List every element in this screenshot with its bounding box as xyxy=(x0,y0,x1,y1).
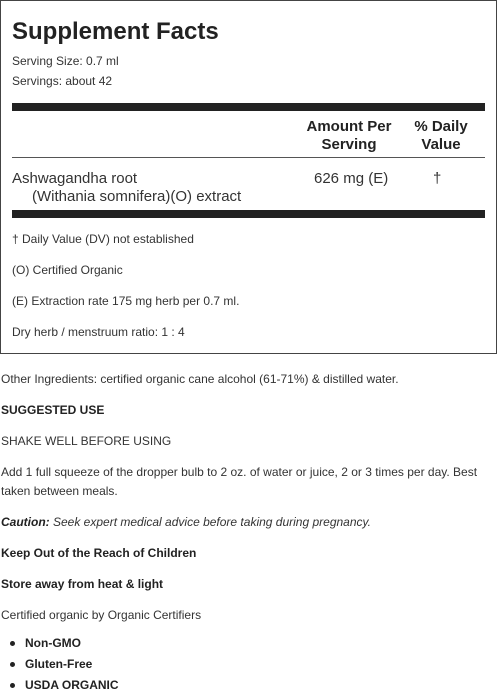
badge-label: USDA ORGANIC xyxy=(25,678,119,692)
footnote: † Daily Value (DV) not established xyxy=(12,232,194,246)
thin-divider xyxy=(12,157,485,158)
servings-per-container: Servings: about 42 xyxy=(12,74,113,88)
facts-title: Supplement Facts xyxy=(12,18,219,45)
footnote: (O) Certified Organic xyxy=(12,263,123,277)
directions: Add 1 full squeeze of the dropper bulb to 2 oz. of water or juice, 2 or 3 times per day. Best taken between meals. xyxy=(1,465,478,498)
ingredient-amount: 626 mg (E) xyxy=(314,170,389,187)
ingredient-daily-value: † xyxy=(433,170,442,187)
shake-well-notice: SHAKE WELL BEFORE USING xyxy=(1,434,172,448)
badge-list xyxy=(10,633,119,696)
footnote: (E) Extraction rate 175 mg herb per 0.7 ml. xyxy=(12,294,240,308)
list-item xyxy=(10,633,119,654)
bullet-icon xyxy=(10,641,15,646)
list-item xyxy=(10,675,119,696)
serving-size: Serving Size: 0.7 ml xyxy=(12,54,119,68)
ingredient-name: Ashwagandha root xyxy=(12,170,138,187)
keep-out-warning: Keep Out of the Reach of Children xyxy=(1,546,197,560)
caution-text: Seek expert medical advice before taking during pregnancy. xyxy=(53,515,371,529)
footnote: Dry herb / menstruum ratio: 1 : 4 xyxy=(12,325,185,339)
thick-divider xyxy=(12,210,485,218)
suggested-use-heading: SUGGESTED USE xyxy=(1,403,105,417)
storage-instructions: Store away from heat & light xyxy=(1,577,164,591)
caution-label: Caution: xyxy=(1,515,50,529)
caution-line xyxy=(1,513,491,532)
thick-divider xyxy=(12,103,485,111)
badge-label: Gluten-Free xyxy=(25,657,93,671)
list-item xyxy=(10,654,119,675)
amount-per-serving-header: Amount Per Serving xyxy=(306,118,392,153)
other-ingredients: Other Ingredients: certified organic cane alcohol (61-71%) & distilled water. xyxy=(1,372,399,386)
bullet-icon xyxy=(10,662,15,667)
certified-organic-note: Certified organic by Organic Certifiers xyxy=(1,608,202,622)
bullet-icon xyxy=(10,683,15,688)
daily-value-header: % Daily Value xyxy=(414,118,468,153)
ingredient-subname: (Withania somnifera)(O) extract xyxy=(32,188,242,205)
badge-label: Non-GMO xyxy=(25,636,81,650)
